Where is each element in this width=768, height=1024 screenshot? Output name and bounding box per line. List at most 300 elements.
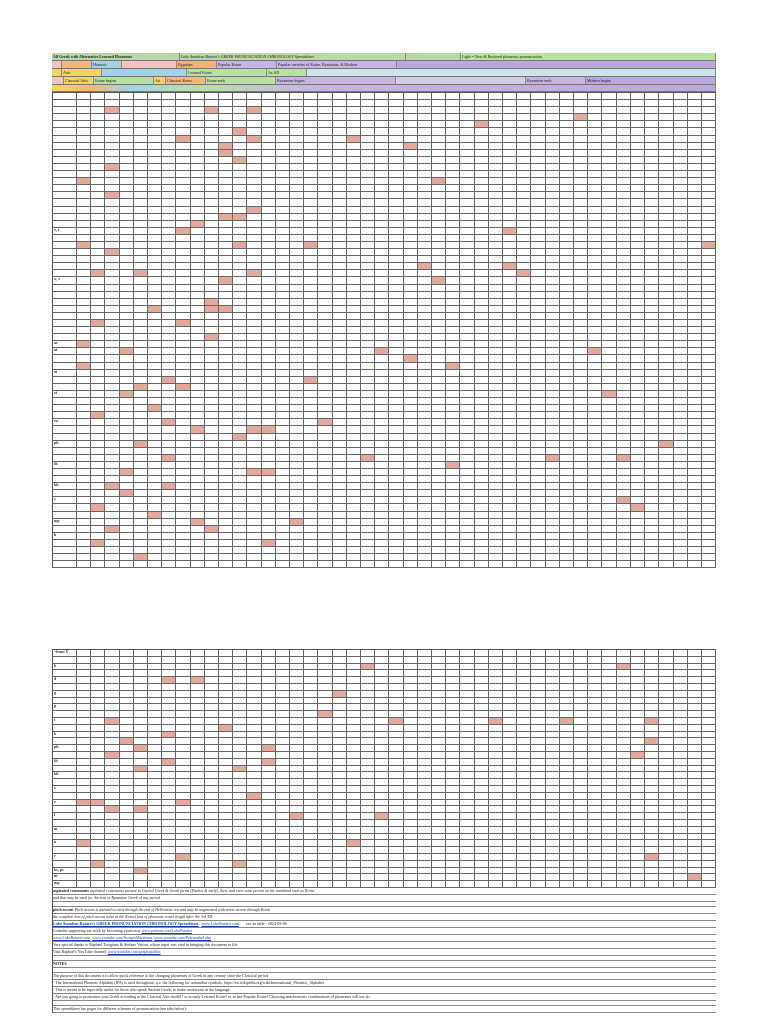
phoneme-cell — [347, 476, 361, 482]
phoneme-cell — [432, 398, 446, 404]
phoneme-cell — [347, 192, 361, 198]
phoneme-cell — [318, 114, 332, 120]
phoneme-cell — [347, 868, 361, 874]
phoneme-cell — [91, 178, 105, 184]
phoneme-cell — [418, 426, 432, 432]
phoneme-cell — [446, 526, 460, 532]
phoneme-cell — [333, 320, 347, 326]
phoneme-cell — [475, 441, 489, 447]
phoneme-cell — [460, 745, 474, 751]
phoneme-cell — [588, 711, 602, 717]
phoneme-cell — [304, 448, 318, 454]
phoneme-cell — [446, 540, 460, 546]
phoneme-cell — [219, 806, 233, 812]
phoneme-cell — [148, 840, 162, 846]
phoneme-cell — [91, 779, 105, 785]
phoneme-cell — [602, 348, 616, 354]
phoneme-cell — [688, 800, 702, 806]
phoneme-cell — [531, 348, 545, 354]
phoneme-cell — [333, 476, 347, 482]
row-label — [53, 412, 77, 418]
phoneme-cell — [120, 448, 134, 454]
phoneme-cell — [162, 320, 176, 326]
phoneme-cell — [404, 412, 418, 418]
phoneme-cell — [460, 820, 474, 826]
phoneme-cell — [120, 874, 134, 880]
phoneme-cell — [546, 670, 560, 676]
phoneme-cell — [560, 214, 574, 220]
phoneme-cell — [162, 334, 176, 340]
phoneme-cell — [688, 100, 702, 106]
phoneme-cell — [560, 327, 574, 333]
phoneme-cell — [105, 419, 119, 425]
phoneme-cell — [205, 434, 219, 440]
phoneme-cell — [702, 306, 716, 312]
phoneme-cell — [418, 228, 432, 234]
phoneme-cell — [389, 100, 403, 106]
phoneme-cell — [602, 419, 616, 425]
phoneme-cell — [205, 370, 219, 376]
phoneme-cell — [503, 441, 517, 447]
phoneme-cell — [531, 157, 545, 163]
phoneme-cell — [645, 313, 659, 319]
phoneme-cell — [176, 752, 190, 758]
phoneme-cell — [489, 441, 503, 447]
phoneme-cell — [404, 512, 418, 518]
phoneme-cell — [460, 533, 474, 539]
phoneme-cell — [247, 419, 261, 425]
phoneme-cell — [588, 800, 602, 806]
phoneme-cell — [404, 861, 418, 867]
phoneme-cell — [262, 512, 276, 518]
phoneme-cell — [546, 341, 560, 347]
phoneme-cell — [162, 214, 176, 220]
phoneme-cell — [574, 313, 588, 319]
phoneme-cell — [446, 664, 460, 670]
phoneme-cell — [517, 334, 531, 340]
grid-row — [53, 462, 716, 469]
phoneme-cell — [702, 313, 716, 319]
phoneme-cell — [631, 199, 645, 205]
notes-section — [52, 888, 716, 1013]
phoneme-cell — [176, 834, 190, 840]
phoneme-cell — [290, 171, 304, 177]
phoneme-cell — [517, 684, 531, 690]
phoneme-cell — [120, 299, 134, 305]
phoneme-cell — [432, 455, 446, 461]
phoneme-cell — [688, 670, 702, 676]
phoneme-cell — [290, 766, 304, 772]
phoneme-cell — [674, 419, 688, 425]
phoneme-cell — [574, 320, 588, 326]
phoneme-cell — [702, 793, 716, 799]
phoneme-cell — [617, 772, 631, 778]
phoneme-cell — [674, 171, 688, 177]
phoneme-cell — [91, 554, 105, 560]
phoneme-cell — [674, 684, 688, 690]
phoneme-cell — [105, 171, 119, 177]
phoneme-cell — [659, 820, 673, 826]
phoneme-cell — [432, 221, 446, 227]
phoneme-cell — [602, 786, 616, 792]
phoneme-cell — [318, 157, 332, 163]
phoneme-cell — [290, 752, 304, 758]
phoneme-cell — [262, 704, 276, 710]
phoneme-cell — [702, 143, 716, 149]
phoneme-cell — [148, 547, 162, 553]
phoneme-cell — [631, 178, 645, 184]
phoneme-cell — [162, 806, 176, 812]
phoneme-cell — [162, 384, 176, 390]
phoneme-cell — [531, 684, 545, 690]
phoneme-cell — [219, 483, 233, 489]
phoneme-cell — [404, 497, 418, 503]
phoneme-cell — [517, 299, 531, 305]
phoneme-cell — [517, 759, 531, 765]
phoneme-cell — [176, 136, 190, 142]
phoneme-cell — [262, 207, 276, 213]
phoneme-cell — [631, 854, 645, 860]
phoneme-cell — [489, 752, 503, 758]
phoneme-cell — [404, 786, 418, 792]
phoneme-cell — [205, 779, 219, 785]
phoneme-cell — [631, 171, 645, 177]
phoneme-cell — [105, 363, 119, 369]
phoneme-cell — [617, 834, 631, 840]
phoneme-cell — [162, 684, 176, 690]
grid-row — [53, 820, 716, 827]
phoneme-cell — [588, 820, 602, 826]
phoneme-cell — [503, 100, 517, 106]
phoneme-cell — [517, 249, 531, 255]
phoneme-cell — [247, 698, 261, 704]
phoneme-cell — [602, 114, 616, 120]
phoneme-cell — [290, 670, 304, 676]
phoneme-cell — [489, 100, 503, 106]
phoneme-cell — [148, 820, 162, 826]
phoneme-cell — [290, 650, 304, 656]
phoneme-cell — [162, 677, 176, 683]
row-label — [53, 199, 77, 205]
phoneme-cell — [602, 221, 616, 227]
row-label: kh — [53, 772, 77, 778]
phoneme-cell — [503, 820, 517, 826]
phoneme-cell — [361, 426, 375, 432]
phoneme-cell — [318, 718, 332, 724]
phoneme-cell — [446, 738, 460, 744]
phoneme-cell — [219, 434, 233, 440]
phoneme-cell — [105, 786, 119, 792]
phoneme-cell — [475, 698, 489, 704]
phoneme-cell — [560, 242, 574, 248]
phoneme-cell — [389, 192, 403, 198]
phoneme-cell — [617, 490, 631, 496]
phoneme-cell — [375, 107, 389, 113]
phoneme-cell — [205, 476, 219, 482]
phoneme-cell — [574, 107, 588, 113]
phoneme-cell — [560, 185, 574, 191]
phoneme-cell — [347, 384, 361, 390]
row-label — [53, 242, 77, 248]
phoneme-cell — [318, 738, 332, 744]
phoneme-cell — [219, 263, 233, 269]
phoneme-cell — [333, 292, 347, 298]
phoneme-cell — [219, 341, 233, 347]
phoneme-cell — [517, 412, 531, 418]
phoneme-cell — [688, 434, 702, 440]
phoneme-cell — [432, 540, 446, 546]
phoneme-cell — [418, 100, 432, 106]
phoneme-cell — [446, 854, 460, 860]
phoneme-cell — [191, 128, 205, 134]
phoneme-cell — [531, 100, 545, 106]
phoneme-cell — [162, 561, 176, 567]
grid-row — [53, 348, 716, 355]
phoneme-cell — [446, 868, 460, 874]
phoneme-cell — [247, 164, 261, 170]
phoneme-cell — [404, 711, 418, 717]
phoneme-cell — [517, 348, 531, 354]
phoneme-cell — [546, 405, 560, 411]
phoneme-cell — [375, 249, 389, 255]
phoneme-cell — [645, 455, 659, 461]
phoneme-cell — [290, 448, 304, 454]
patreon-link[interactable]: www.patreon.com/LukeRanieri — [141, 927, 192, 933]
phoneme-cell — [546, 355, 560, 361]
phoneme-cell — [546, 490, 560, 496]
phoneme-cell — [176, 448, 190, 454]
phoneme-cell — [290, 377, 304, 383]
row-label — [53, 136, 77, 142]
row-label — [53, 100, 77, 106]
author-site-link[interactable]: www.LukeRanieri.com — [201, 920, 239, 926]
phoneme-cell — [389, 242, 403, 248]
phoneme-cell — [659, 128, 673, 134]
phoneme-cell — [205, 759, 219, 765]
phoneme-cell — [389, 533, 403, 539]
phoneme-cell — [588, 327, 602, 333]
phoneme-cell — [361, 745, 375, 751]
phoneme-cell — [602, 263, 616, 269]
phoneme-cell — [134, 759, 148, 765]
phoneme-cell — [645, 738, 659, 744]
phoneme-cell — [318, 772, 332, 778]
phoneme-cell — [460, 412, 474, 418]
phoneme-cell — [460, 698, 474, 704]
grid-row — [53, 242, 716, 249]
phoneme-cell — [389, 691, 403, 697]
phoneme-cell — [659, 370, 673, 376]
phoneme-cell — [702, 854, 716, 860]
phoneme-cell — [219, 128, 233, 134]
grid-row — [53, 827, 716, 834]
phoneme-cell — [247, 759, 261, 765]
phoneme-cell — [617, 462, 631, 468]
phoneme-cell — [688, 221, 702, 227]
period-band-row-1 — [52, 61, 716, 69]
phoneme-cell — [460, 670, 474, 676]
phoneme-cell — [205, 650, 219, 656]
phoneme-cell — [617, 881, 631, 887]
phoneme-cell — [191, 650, 205, 656]
phoneme-cell — [233, 725, 247, 731]
phoneme-cell — [105, 512, 119, 518]
site-link[interactable]: www.LukeRanieri.com — [53, 934, 91, 940]
phoneme-cell — [176, 469, 190, 475]
phoneme-cell — [205, 306, 219, 312]
phoneme-cell — [347, 483, 361, 489]
phoneme-cell — [560, 813, 574, 819]
phoneme-cell — [304, 136, 318, 142]
phoneme-cell — [233, 793, 247, 799]
phoneme-cell — [617, 441, 631, 447]
phoneme-cell — [659, 377, 673, 383]
phoneme-cell — [531, 547, 545, 553]
phoneme-cell — [702, 759, 716, 765]
phoneme-cell — [674, 426, 688, 432]
phoneme-cell — [531, 519, 545, 525]
phoneme-cell — [645, 348, 659, 354]
phoneme-cell — [233, 504, 247, 510]
phoneme-cell — [531, 114, 545, 120]
phoneme-cell — [162, 547, 176, 553]
phoneme-cell — [148, 698, 162, 704]
phoneme-cell — [318, 800, 332, 806]
phoneme-cell — [517, 398, 531, 404]
phoneme-cell — [631, 766, 645, 772]
phoneme-cell — [176, 355, 190, 361]
grid-row — [53, 441, 716, 448]
phoneme-cell — [276, 171, 290, 177]
phoneme-cell — [460, 136, 474, 142]
phoneme-cell — [418, 469, 432, 475]
phoneme-cell — [120, 704, 134, 710]
phoneme-cell — [162, 657, 176, 663]
phoneme-cell — [631, 327, 645, 333]
row-label — [53, 684, 77, 690]
phoneme-cell — [148, 426, 162, 432]
phoneme-cell — [475, 497, 489, 503]
phoneme-cell — [148, 650, 162, 656]
phoneme-cell — [418, 490, 432, 496]
phoneme-cell — [588, 483, 602, 489]
phoneme-cell — [91, 561, 105, 567]
phoneme-cell — [602, 157, 616, 163]
phoneme-cell — [702, 732, 716, 738]
phoneme-cell — [219, 448, 233, 454]
phoneme-cell — [475, 228, 489, 234]
row-label: th — [53, 462, 77, 468]
phoneme-cell — [205, 766, 219, 772]
phoneme-cell — [191, 121, 205, 127]
phoneme-cell — [503, 136, 517, 142]
phoneme-cell — [262, 874, 276, 880]
phoneme-cell — [602, 412, 616, 418]
phoneme-cell — [460, 398, 474, 404]
phoneme-cell — [446, 561, 460, 567]
phoneme-cell — [318, 813, 332, 819]
phoneme-cell — [134, 533, 148, 539]
phoneme-cell — [645, 476, 659, 482]
phoneme-cell — [247, 121, 261, 127]
phoneme-cell — [418, 483, 432, 489]
phoneme-cell — [134, 698, 148, 704]
phoneme-cell — [333, 483, 347, 489]
phoneme-cell — [659, 738, 673, 744]
phoneme-cell — [617, 171, 631, 177]
phoneme-cell — [333, 786, 347, 792]
phoneme-cell — [674, 772, 688, 778]
phoneme-cell — [262, 684, 276, 690]
raphael-youtube-link[interactable]: www.youtube.com/graphopoihm — [107, 948, 161, 954]
phoneme-cell — [191, 348, 205, 354]
phoneme-cell — [617, 327, 631, 333]
row-label — [53, 448, 77, 454]
phoneme-cell — [475, 199, 489, 205]
author-title-link[interactable]: Luke Amadeus Ranieri's GREEK PRONUNCIATION CHRONOLOGY Spreadsheet — [53, 920, 199, 926]
phoneme-cell — [546, 840, 560, 846]
phoneme-cell — [432, 670, 446, 676]
phoneme-cell — [531, 540, 545, 546]
unaspirated-text: and that may be used for Ancient or Byzantine Greek of any period — [53, 894, 161, 900]
phoneme-cell — [702, 834, 716, 840]
phoneme-cell — [446, 242, 460, 248]
phoneme-cell — [105, 434, 119, 440]
phoneme-cell — [176, 455, 190, 461]
phoneme-cell — [105, 320, 119, 326]
phoneme-cell — [219, 455, 233, 461]
phoneme-cell — [560, 107, 574, 113]
phoneme-cell — [659, 806, 673, 812]
phoneme-cell — [546, 650, 560, 656]
phoneme-cell — [489, 143, 503, 149]
phoneme-cell — [233, 277, 247, 283]
phoneme-cell — [531, 341, 545, 347]
phoneme-cell — [645, 334, 659, 340]
phoneme-cell — [191, 164, 205, 170]
phoneme-cell — [91, 745, 105, 751]
phoneme-cell — [176, 285, 190, 291]
youtube-scorpio-link[interactable]: www.youtube.com/ScorpioMartianus — [92, 934, 153, 940]
phoneme-cell — [517, 121, 531, 127]
phoneme-cell — [617, 554, 631, 560]
notes-heading: NOTES — [53, 961, 716, 968]
phoneme-cell — [333, 363, 347, 369]
phoneme-cell — [659, 834, 673, 840]
phoneme-cell — [247, 677, 261, 683]
phoneme-cell — [489, 547, 503, 553]
phoneme-cell — [602, 827, 616, 833]
phoneme-cell — [347, 547, 361, 553]
phoneme-cell — [105, 490, 119, 496]
phoneme-cell — [219, 178, 233, 184]
phoneme-cell — [318, 691, 332, 697]
phoneme-cell — [389, 738, 403, 744]
phoneme-cell — [191, 306, 205, 312]
youtube-polymathy-link[interactable]: www.youtube.com/PolymathyLuke — [154, 934, 212, 940]
phoneme-cell — [233, 813, 247, 819]
phoneme-cell — [205, 384, 219, 390]
phoneme-cell — [219, 874, 233, 880]
phoneme-cell — [517, 136, 531, 142]
phoneme-cell — [674, 448, 688, 454]
phoneme-cell — [460, 228, 474, 234]
phoneme-cell — [531, 320, 545, 326]
phoneme-cell — [404, 462, 418, 468]
phoneme-cell — [517, 242, 531, 248]
phoneme-cell — [702, 221, 716, 227]
phoneme-cell — [77, 419, 91, 425]
